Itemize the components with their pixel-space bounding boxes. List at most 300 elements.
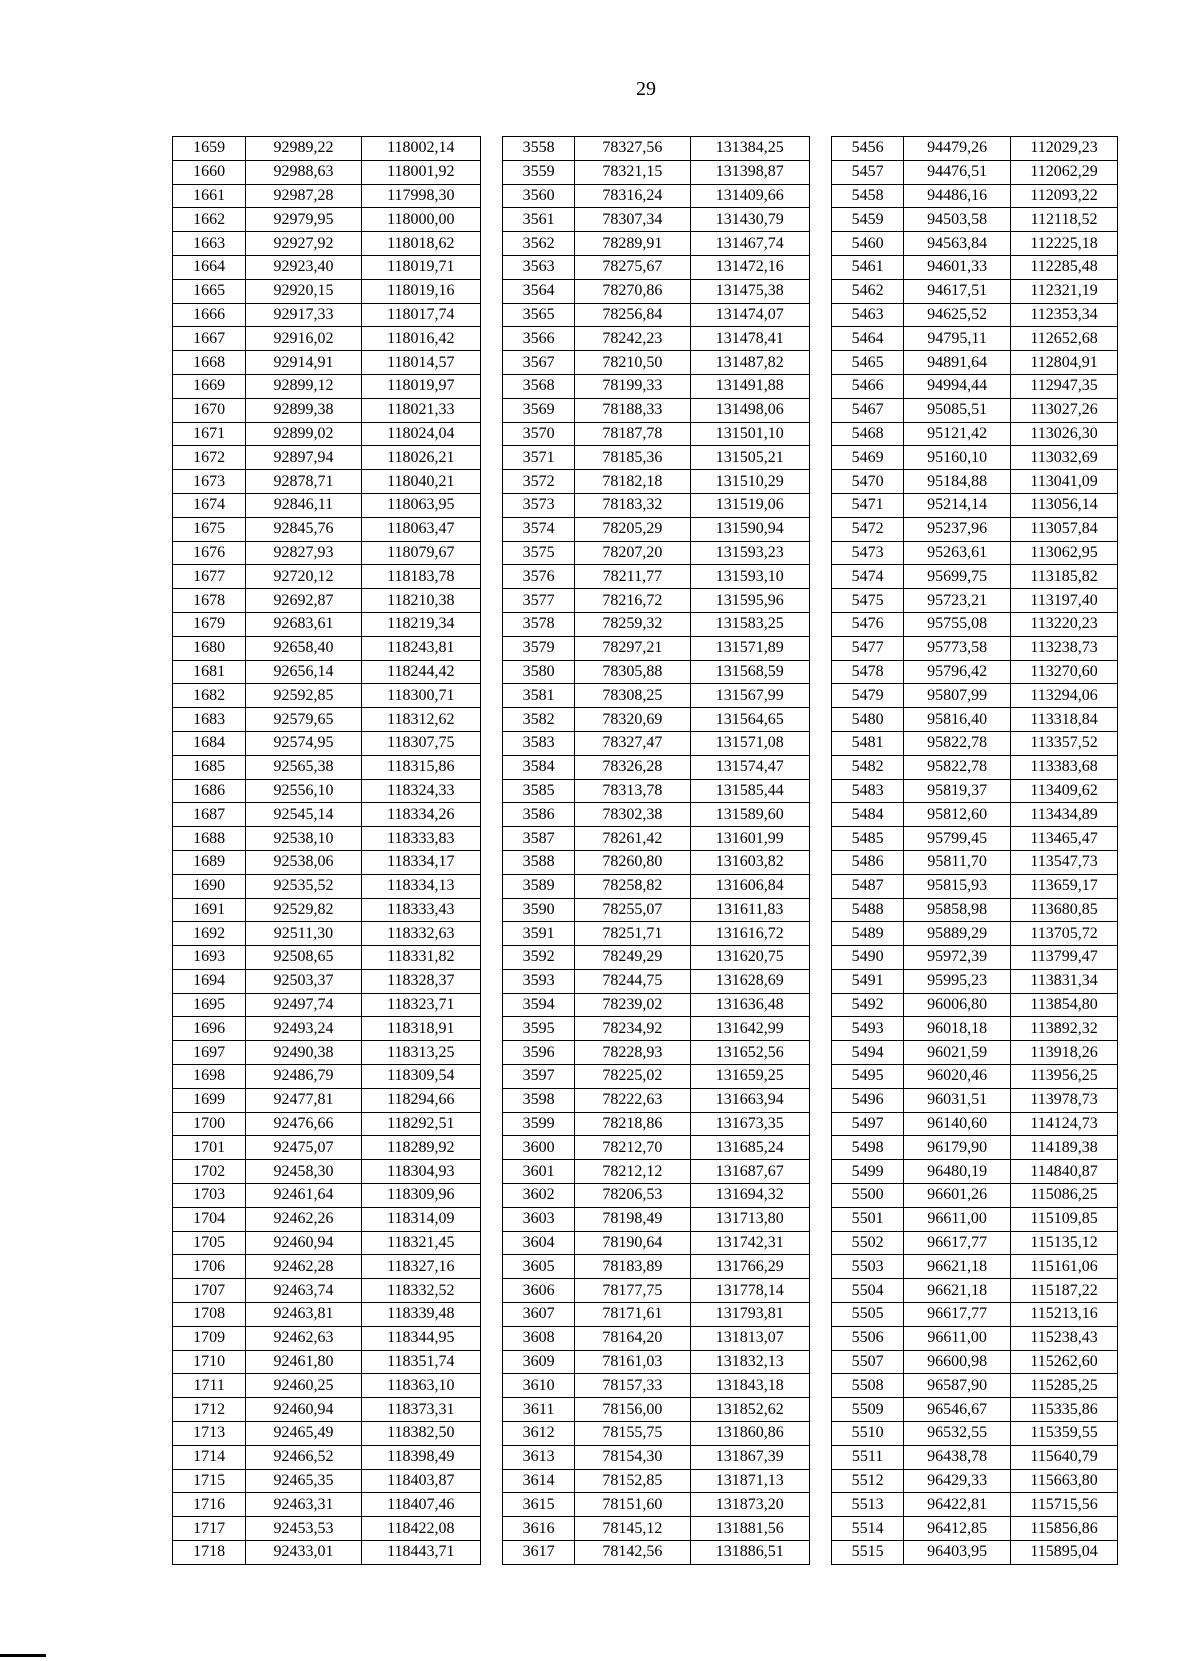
y-coordinate-cell: 113294,06 xyxy=(1011,684,1118,708)
point-number-cell: 3609 xyxy=(502,1350,574,1374)
column-spacer xyxy=(480,351,502,375)
table-row xyxy=(173,374,1118,398)
y-coordinate-cell: 118334,26 xyxy=(361,803,480,827)
x-coordinate-cell: 78182,18 xyxy=(575,470,690,494)
x-coordinate-cell: 95889,29 xyxy=(904,922,1011,946)
y-coordinate-cell: 118324,33 xyxy=(361,779,480,803)
bottom-rule xyxy=(0,1654,46,1657)
x-coordinate-cell: 78183,89 xyxy=(575,1255,690,1279)
point-number-cell: 3597 xyxy=(502,1065,574,1089)
column-spacer xyxy=(480,1184,502,1208)
column-spacer xyxy=(809,1231,831,1255)
column-spacer xyxy=(480,160,502,184)
column-spacer xyxy=(480,1422,502,1446)
column-spacer xyxy=(809,803,831,827)
column-spacer xyxy=(480,1469,502,1493)
table-row xyxy=(173,1136,1118,1160)
column-spacer xyxy=(480,1303,502,1327)
y-coordinate-cell: 118244,42 xyxy=(361,660,480,684)
table-row xyxy=(173,660,1118,684)
x-coordinate-cell: 92461,80 xyxy=(246,1350,361,1374)
point-number-cell: 5504 xyxy=(831,1279,903,1303)
point-number-cell: 5476 xyxy=(831,612,903,636)
y-coordinate-cell: 131881,56 xyxy=(690,1517,809,1541)
x-coordinate-cell: 92476,66 xyxy=(246,1112,361,1136)
x-coordinate-cell: 78207,20 xyxy=(575,541,690,565)
y-coordinate-cell: 131593,10 xyxy=(690,565,809,589)
x-coordinate-cell: 95995,23 xyxy=(904,969,1011,993)
column-spacer xyxy=(480,1160,502,1184)
point-number-cell: 5477 xyxy=(831,636,903,660)
y-coordinate-cell: 131472,16 xyxy=(690,255,809,279)
point-number-cell: 5513 xyxy=(831,1493,903,1517)
y-coordinate-cell: 115262,60 xyxy=(1011,1350,1118,1374)
column-spacer xyxy=(809,1517,831,1541)
y-coordinate-cell: 115335,86 xyxy=(1011,1398,1118,1422)
point-number-cell: 1704 xyxy=(173,1207,246,1231)
x-coordinate-cell: 94795,11 xyxy=(904,327,1011,351)
table-row xyxy=(173,517,1118,541)
y-coordinate-cell: 118344,95 xyxy=(361,1326,480,1350)
y-coordinate-cell: 118309,54 xyxy=(361,1065,480,1089)
point-number-cell: 3600 xyxy=(502,1136,574,1160)
point-number-cell: 5470 xyxy=(831,470,903,494)
column-spacer xyxy=(480,137,502,161)
x-coordinate-cell: 92556,10 xyxy=(246,779,361,803)
point-number-cell: 3614 xyxy=(502,1469,574,1493)
y-coordinate-cell: 131501,10 xyxy=(690,422,809,446)
column-spacer xyxy=(809,708,831,732)
point-number-cell: 1675 xyxy=(173,517,246,541)
point-number-cell: 3601 xyxy=(502,1160,574,1184)
column-spacer xyxy=(480,636,502,660)
x-coordinate-cell: 92979,95 xyxy=(246,208,361,232)
x-coordinate-cell: 96020,46 xyxy=(904,1065,1011,1089)
y-coordinate-cell: 115285,25 xyxy=(1011,1374,1118,1398)
point-number-cell: 3616 xyxy=(502,1517,574,1541)
point-number-cell: 3605 xyxy=(502,1255,574,1279)
point-number-cell: 5467 xyxy=(831,398,903,422)
x-coordinate-cell: 96429,33 xyxy=(904,1469,1011,1493)
y-coordinate-cell: 131685,24 xyxy=(690,1136,809,1160)
column-spacer xyxy=(480,1207,502,1231)
column-spacer xyxy=(809,1374,831,1398)
table-row xyxy=(173,137,1118,161)
x-coordinate-cell: 78289,91 xyxy=(575,232,690,256)
column-spacer xyxy=(480,898,502,922)
column-spacer xyxy=(809,422,831,446)
point-number-cell: 1696 xyxy=(173,1017,246,1041)
point-number-cell: 1671 xyxy=(173,422,246,446)
point-number-cell: 1660 xyxy=(173,160,246,184)
y-coordinate-cell: 118403,87 xyxy=(361,1469,480,1493)
y-coordinate-cell: 118321,45 xyxy=(361,1231,480,1255)
column-spacer xyxy=(480,684,502,708)
x-coordinate-cell: 92466,52 xyxy=(246,1445,361,1469)
y-coordinate-cell: 131628,69 xyxy=(690,969,809,993)
y-coordinate-cell: 115895,04 xyxy=(1011,1541,1118,1565)
x-coordinate-cell: 78156,00 xyxy=(575,1398,690,1422)
y-coordinate-cell: 131793,81 xyxy=(690,1303,809,1327)
table-row xyxy=(173,255,1118,279)
table-row xyxy=(173,1065,1118,1089)
point-number-cell: 1688 xyxy=(173,827,246,851)
table-row xyxy=(173,398,1118,422)
column-spacer xyxy=(809,1160,831,1184)
y-coordinate-cell: 131384,25 xyxy=(690,137,809,161)
x-coordinate-cell: 96611,00 xyxy=(904,1207,1011,1231)
y-coordinate-cell: 131593,23 xyxy=(690,541,809,565)
x-coordinate-cell: 92433,01 xyxy=(246,1541,361,1565)
table-row xyxy=(173,922,1118,946)
x-coordinate-cell: 92475,07 xyxy=(246,1136,361,1160)
table-row xyxy=(173,1088,1118,1112)
y-coordinate-cell: 131430,79 xyxy=(690,208,809,232)
column-spacer xyxy=(480,1374,502,1398)
y-coordinate-cell: 118332,52 xyxy=(361,1279,480,1303)
x-coordinate-cell: 78177,75 xyxy=(575,1279,690,1303)
x-coordinate-cell: 94503,58 xyxy=(904,208,1011,232)
x-coordinate-cell: 78199,33 xyxy=(575,374,690,398)
x-coordinate-cell: 92465,35 xyxy=(246,1469,361,1493)
y-coordinate-cell: 118323,71 xyxy=(361,993,480,1017)
x-coordinate-cell: 78171,61 xyxy=(575,1303,690,1327)
y-coordinate-cell: 112093,22 xyxy=(1011,184,1118,208)
column-spacer xyxy=(809,1445,831,1469)
y-coordinate-cell: 118307,75 xyxy=(361,731,480,755)
y-coordinate-cell: 131478,41 xyxy=(690,327,809,351)
point-number-cell: 5484 xyxy=(831,803,903,827)
y-coordinate-cell: 131616,72 xyxy=(690,922,809,946)
point-number-cell: 5463 xyxy=(831,303,903,327)
y-coordinate-cell: 131778,14 xyxy=(690,1279,809,1303)
point-number-cell: 1669 xyxy=(173,374,246,398)
point-number-cell: 5505 xyxy=(831,1303,903,1327)
column-spacer xyxy=(480,208,502,232)
point-number-cell: 5508 xyxy=(831,1374,903,1398)
column-spacer xyxy=(480,1112,502,1136)
column-spacer xyxy=(809,1493,831,1517)
table-row xyxy=(173,708,1118,732)
x-coordinate-cell: 96018,18 xyxy=(904,1017,1011,1041)
column-spacer xyxy=(480,1041,502,1065)
x-coordinate-cell: 78313,78 xyxy=(575,779,690,803)
table-row xyxy=(173,1041,1118,1065)
y-coordinate-cell: 113057,84 xyxy=(1011,517,1118,541)
column-spacer xyxy=(809,160,831,184)
y-coordinate-cell: 112118,52 xyxy=(1011,208,1118,232)
x-coordinate-cell: 78275,67 xyxy=(575,255,690,279)
point-number-cell: 5465 xyxy=(831,351,903,375)
x-coordinate-cell: 92463,31 xyxy=(246,1493,361,1517)
x-coordinate-cell: 95755,08 xyxy=(904,612,1011,636)
point-number-cell: 1711 xyxy=(173,1374,246,1398)
y-coordinate-cell: 118019,97 xyxy=(361,374,480,398)
y-coordinate-cell: 113956,25 xyxy=(1011,1065,1118,1089)
table-row xyxy=(173,1279,1118,1303)
column-spacer xyxy=(809,922,831,946)
y-coordinate-cell: 112947,35 xyxy=(1011,374,1118,398)
table-row xyxy=(173,1231,1118,1255)
column-spacer xyxy=(809,660,831,684)
point-number-cell: 1699 xyxy=(173,1088,246,1112)
table-row xyxy=(173,779,1118,803)
y-coordinate-cell: 115663,80 xyxy=(1011,1469,1118,1493)
point-number-cell: 3585 xyxy=(502,779,574,803)
table-row xyxy=(173,327,1118,351)
y-coordinate-cell: 131606,84 xyxy=(690,874,809,898)
y-coordinate-cell: 113547,73 xyxy=(1011,850,1118,874)
point-number-cell: 3567 xyxy=(502,351,574,375)
point-number-cell: 5503 xyxy=(831,1255,903,1279)
point-number-cell: 1695 xyxy=(173,993,246,1017)
column-spacer xyxy=(480,1493,502,1517)
y-coordinate-cell: 131583,25 xyxy=(690,612,809,636)
x-coordinate-cell: 95263,61 xyxy=(904,541,1011,565)
column-spacer xyxy=(480,660,502,684)
point-number-cell: 1679 xyxy=(173,612,246,636)
y-coordinate-cell: 112804,91 xyxy=(1011,351,1118,375)
y-coordinate-cell: 131487,82 xyxy=(690,351,809,375)
point-number-cell: 5469 xyxy=(831,446,903,470)
y-coordinate-cell: 131475,38 xyxy=(690,279,809,303)
point-number-cell: 1710 xyxy=(173,1350,246,1374)
y-coordinate-cell: 118333,43 xyxy=(361,898,480,922)
y-coordinate-cell: 118332,63 xyxy=(361,922,480,946)
y-coordinate-cell: 131652,56 xyxy=(690,1041,809,1065)
y-coordinate-cell: 131505,21 xyxy=(690,446,809,470)
table-row xyxy=(173,422,1118,446)
y-coordinate-cell: 113918,26 xyxy=(1011,1041,1118,1065)
point-number-cell: 3573 xyxy=(502,493,574,517)
x-coordinate-cell: 92493,24 xyxy=(246,1017,361,1041)
point-number-cell: 5461 xyxy=(831,255,903,279)
y-coordinate-cell: 118318,91 xyxy=(361,1017,480,1041)
x-coordinate-cell: 92845,76 xyxy=(246,517,361,541)
point-number-cell: 5500 xyxy=(831,1184,903,1208)
x-coordinate-cell: 78212,12 xyxy=(575,1160,690,1184)
point-number-cell: 5498 xyxy=(831,1136,903,1160)
y-coordinate-cell: 131860,86 xyxy=(690,1422,809,1446)
point-number-cell: 5462 xyxy=(831,279,903,303)
page-number: 29 xyxy=(636,78,656,100)
y-coordinate-cell: 131852,62 xyxy=(690,1398,809,1422)
point-number-cell: 5456 xyxy=(831,137,903,161)
column-spacer xyxy=(480,874,502,898)
y-coordinate-cell: 113062,95 xyxy=(1011,541,1118,565)
point-number-cell: 3582 xyxy=(502,708,574,732)
column-spacer xyxy=(480,946,502,970)
x-coordinate-cell: 94617,51 xyxy=(904,279,1011,303)
y-coordinate-cell: 115640,79 xyxy=(1011,1445,1118,1469)
y-coordinate-cell: 112225,18 xyxy=(1011,232,1118,256)
y-coordinate-cell: 112285,48 xyxy=(1011,255,1118,279)
y-coordinate-cell: 131766,29 xyxy=(690,1255,809,1279)
x-coordinate-cell: 92579,65 xyxy=(246,708,361,732)
y-coordinate-cell: 118339,48 xyxy=(361,1303,480,1327)
x-coordinate-cell: 94994,44 xyxy=(904,374,1011,398)
column-spacer xyxy=(809,1088,831,1112)
x-coordinate-cell: 95972,39 xyxy=(904,946,1011,970)
y-coordinate-cell: 113434,89 xyxy=(1011,803,1118,827)
x-coordinate-cell: 95822,78 xyxy=(904,731,1011,755)
table-row xyxy=(173,589,1118,613)
x-coordinate-cell: 78302,38 xyxy=(575,803,690,827)
y-coordinate-cell: 118313,25 xyxy=(361,1041,480,1065)
y-coordinate-cell: 113680,85 xyxy=(1011,898,1118,922)
x-coordinate-cell: 92927,92 xyxy=(246,232,361,256)
column-spacer xyxy=(480,803,502,827)
point-number-cell: 1697 xyxy=(173,1041,246,1065)
x-coordinate-cell: 78187,78 xyxy=(575,422,690,446)
y-coordinate-cell: 131571,89 xyxy=(690,636,809,660)
y-coordinate-cell: 113238,73 xyxy=(1011,636,1118,660)
y-coordinate-cell: 112353,34 xyxy=(1011,303,1118,327)
x-coordinate-cell: 92574,95 xyxy=(246,731,361,755)
y-coordinate-cell: 115359,55 xyxy=(1011,1422,1118,1446)
x-coordinate-cell: 95858,98 xyxy=(904,898,1011,922)
column-spacer xyxy=(480,232,502,256)
y-coordinate-cell: 115715,56 xyxy=(1011,1493,1118,1517)
x-coordinate-cell: 96031,51 xyxy=(904,1088,1011,1112)
y-coordinate-cell: 131590,94 xyxy=(690,517,809,541)
column-spacer xyxy=(480,1445,502,1469)
x-coordinate-cell: 96179,90 xyxy=(904,1136,1011,1160)
point-number-cell: 1689 xyxy=(173,850,246,874)
column-spacer xyxy=(480,1017,502,1041)
point-number-cell: 3568 xyxy=(502,374,574,398)
y-coordinate-cell: 131510,29 xyxy=(690,470,809,494)
column-spacer xyxy=(480,850,502,874)
y-coordinate-cell: 112321,19 xyxy=(1011,279,1118,303)
table-row xyxy=(173,1493,1118,1517)
y-coordinate-cell: 113705,72 xyxy=(1011,922,1118,946)
point-number-cell: 5483 xyxy=(831,779,903,803)
y-coordinate-cell: 131398,87 xyxy=(690,160,809,184)
column-spacer xyxy=(480,731,502,755)
column-spacer xyxy=(480,1279,502,1303)
x-coordinate-cell: 94479,26 xyxy=(904,137,1011,161)
y-coordinate-cell: 118026,21 xyxy=(361,446,480,470)
point-number-cell: 1713 xyxy=(173,1422,246,1446)
x-coordinate-cell: 78270,86 xyxy=(575,279,690,303)
x-coordinate-cell: 92683,61 xyxy=(246,612,361,636)
point-number-cell: 5464 xyxy=(831,327,903,351)
point-number-cell: 5459 xyxy=(831,208,903,232)
x-coordinate-cell: 92846,11 xyxy=(246,493,361,517)
x-coordinate-cell: 92989,22 xyxy=(246,137,361,161)
point-number-cell: 5479 xyxy=(831,684,903,708)
point-number-cell: 1717 xyxy=(173,1517,246,1541)
point-number-cell: 3603 xyxy=(502,1207,574,1231)
y-coordinate-cell: 118001,92 xyxy=(361,160,480,184)
x-coordinate-cell: 78152,85 xyxy=(575,1469,690,1493)
point-number-cell: 3558 xyxy=(502,137,574,161)
point-number-cell: 1672 xyxy=(173,446,246,470)
point-number-cell: 3577 xyxy=(502,589,574,613)
column-spacer xyxy=(809,1398,831,1422)
point-number-cell: 5507 xyxy=(831,1350,903,1374)
table-row xyxy=(173,612,1118,636)
x-coordinate-cell: 92462,28 xyxy=(246,1255,361,1279)
point-number-cell: 3613 xyxy=(502,1445,574,1469)
y-coordinate-cell: 118333,83 xyxy=(361,827,480,851)
y-coordinate-cell: 131595,96 xyxy=(690,589,809,613)
table-row xyxy=(173,850,1118,874)
x-coordinate-cell: 96617,77 xyxy=(904,1303,1011,1327)
point-number-cell: 5499 xyxy=(831,1160,903,1184)
y-coordinate-cell: 131871,13 xyxy=(690,1469,809,1493)
point-number-cell: 5466 xyxy=(831,374,903,398)
point-number-cell: 1678 xyxy=(173,589,246,613)
x-coordinate-cell: 92508,65 xyxy=(246,946,361,970)
point-number-cell: 1718 xyxy=(173,1541,246,1565)
column-spacer xyxy=(480,374,502,398)
point-number-cell: 1716 xyxy=(173,1493,246,1517)
y-coordinate-cell: 113027,26 xyxy=(1011,398,1118,422)
y-coordinate-cell: 131642,99 xyxy=(690,1017,809,1041)
x-coordinate-cell: 95184,88 xyxy=(904,470,1011,494)
point-number-cell: 3617 xyxy=(502,1541,574,1565)
y-coordinate-cell: 118334,17 xyxy=(361,850,480,874)
point-number-cell: 1712 xyxy=(173,1398,246,1422)
point-number-cell: 1700 xyxy=(173,1112,246,1136)
column-spacer xyxy=(480,565,502,589)
x-coordinate-cell: 96006,80 xyxy=(904,993,1011,1017)
table-row xyxy=(173,1160,1118,1184)
x-coordinate-cell: 78297,21 xyxy=(575,636,690,660)
point-number-cell: 5490 xyxy=(831,946,903,970)
column-spacer xyxy=(809,898,831,922)
y-coordinate-cell: 113383,68 xyxy=(1011,755,1118,779)
column-spacer xyxy=(809,1065,831,1089)
point-number-cell: 5497 xyxy=(831,1112,903,1136)
x-coordinate-cell: 92923,40 xyxy=(246,255,361,279)
x-coordinate-cell: 78260,80 xyxy=(575,850,690,874)
table-row xyxy=(173,493,1118,517)
point-number-cell: 3565 xyxy=(502,303,574,327)
point-number-cell: 5506 xyxy=(831,1326,903,1350)
table-row xyxy=(173,541,1118,565)
x-coordinate-cell: 92988,63 xyxy=(246,160,361,184)
column-spacer xyxy=(809,612,831,636)
x-coordinate-cell: 92477,81 xyxy=(246,1088,361,1112)
x-coordinate-cell: 96532,55 xyxy=(904,1422,1011,1446)
y-coordinate-cell: 118063,47 xyxy=(361,517,480,541)
y-coordinate-cell: 118289,92 xyxy=(361,1136,480,1160)
x-coordinate-cell: 78188,33 xyxy=(575,398,690,422)
y-coordinate-cell: 113220,23 xyxy=(1011,612,1118,636)
column-spacer xyxy=(480,493,502,517)
x-coordinate-cell: 78225,02 xyxy=(575,1065,690,1089)
y-coordinate-cell: 118219,34 xyxy=(361,612,480,636)
point-number-cell: 5482 xyxy=(831,755,903,779)
x-coordinate-cell: 94476,51 xyxy=(904,160,1011,184)
x-coordinate-cell: 78255,07 xyxy=(575,898,690,922)
y-coordinate-cell: 131603,82 xyxy=(690,850,809,874)
point-number-cell: 3610 xyxy=(502,1374,574,1398)
table-row xyxy=(173,184,1118,208)
point-number-cell: 1662 xyxy=(173,208,246,232)
table-row xyxy=(173,636,1118,660)
coordinates-table xyxy=(172,136,1118,1565)
column-spacer xyxy=(480,755,502,779)
table-row xyxy=(173,827,1118,851)
x-coordinate-cell: 78239,02 xyxy=(575,993,690,1017)
y-coordinate-cell: 131873,20 xyxy=(690,1493,809,1517)
x-coordinate-cell: 92511,30 xyxy=(246,922,361,946)
y-coordinate-cell: 115086,25 xyxy=(1011,1184,1118,1208)
